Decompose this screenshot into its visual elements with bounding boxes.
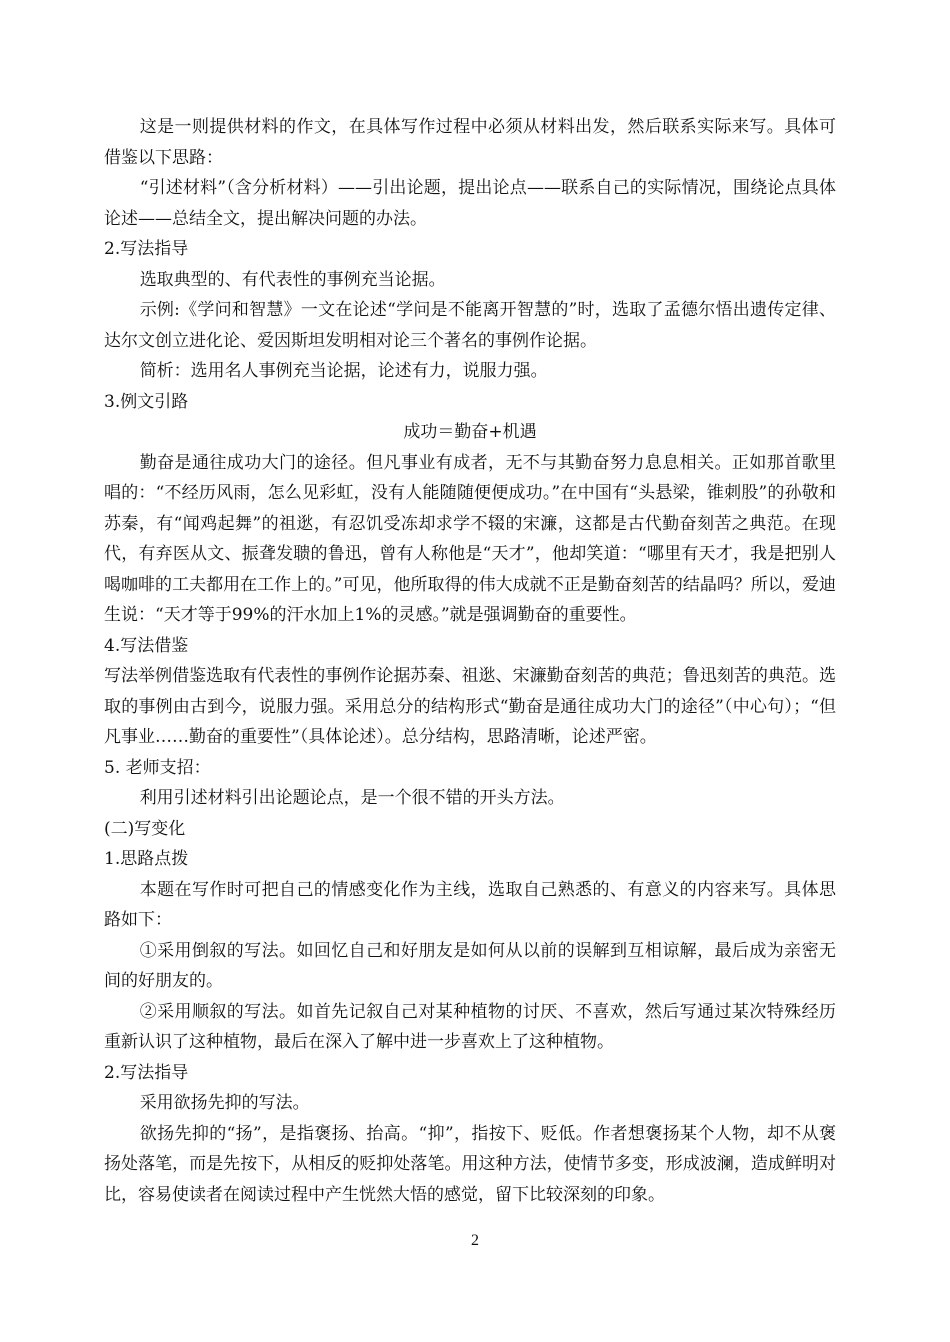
paragraph: ②采用顺叙的写法。如首先记叙自己对某种植物的讨厌、不喜欢，然后写通过某次特殊经历重新认识了这种植物，最后在深入了解中进一步喜欢上了这种植物。 — [104, 1001, 836, 1052]
paragraph: 本题在写作时可把自己的情感变化作为主线，选取自己熟悉的、有意义的内容来写。具体思路如下： — [104, 879, 836, 930]
paragraph: 选取典型的、有代表性的事例充当论据。 — [139, 269, 446, 290]
paragraph: 利用引述材料引出论题论点，是一个很不错的开头方法。 — [139, 788, 565, 808]
essay-title: 成功＝勤奋+机遇 — [403, 422, 537, 442]
section-heading: (二)写变化 — [104, 818, 186, 839]
paragraph: “引述材料”（含分析材料）——引出论题，提出论点——联系自己的实际情况，围绕论点具体论述——总结全文，提出解决问题的办法。 — [104, 178, 836, 229]
section-heading: 2.写法指导 — [104, 239, 189, 259]
section-heading: 3.例文引路 — [104, 391, 189, 412]
section-heading: 5. 老师支招： — [104, 757, 211, 778]
section-heading: 4.写法借鉴 — [104, 635, 189, 656]
paragraph: 这是一则提供材料的作文，在具体写作过程中必须从材料出发，然后联系实际来写。具体可借鉴以下思路： — [104, 117, 836, 168]
paragraph: 欲扬先抑的“扬”，是指褒扬、抬高。“抑”，指按下、贬低。作者想褒扬某个人物，却不从褒扬处落笔，而是先按下，从相反的贬抑处落笔。用这种方法，使情节多变，形成波澜，造成鲜明对比，容易使读者在阅读过程中产生恍然大悟的感觉，留下比较深刻的印象。 — [104, 1123, 836, 1205]
section-heading: 2.写法指导 — [104, 1062, 189, 1083]
paragraph: 勤奋是通往成功大门的途径。但凡事业有成者，无不与其勤奋努力息息相关。正如那首歌里唱的：“不经历风雨，怎么见彩虹，没有人能随随便便成功。”在中国有“头悬梁，锥刺股”的孙敬和苏秦，有“闻鸡起舞”的祖逖，有忍饥受冻却求学不辍的宋濂，这都是古代勤奋刻苦之典范。在现代，有弃医从文、振聋发聩的鲁迅，曾有人称他是“天才”，他却笑道：“哪里有天才，我是把别人喝咖啡的工夫都用在工作上的。”可见，他所取得的伟大成就不正是勤奋刻苦的结晶吗？所以，爱迪生说：“天才等于99%的汗水加上1%的灵感。”就是强调勤奋的重要性。 — [104, 452, 836, 625]
paragraph: 采用欲扬先抑的写法。 — [139, 1093, 310, 1113]
page-number: 2 — [471, 1232, 479, 1249]
section-heading: 1.思路点拨 — [104, 849, 189, 869]
document-body — [104, 112, 836, 1210]
paragraph: 写法举例借鉴选取有代表性的事例作论据苏秦、祖逖、宋濂勤奋刻苦的典范；鲁迅刻苦的典范。选取的事例由古到今，说服力强。采用总分的结构形式“勤奋是通往成功大门的途径”（中心句）；“但凡事业……勤奋的重要性”（具体论述）。总分结构，思路清晰，论述严密。 — [104, 666, 836, 747]
paragraph: ①采用倒叙的写法。如回忆自己和好朋友是如何从以前的误解到互相谅解，最后成为亲密无间的好朋友的。 — [104, 940, 836, 991]
paragraph: 示例:《学问和智慧》一文在论述“学问是不能离开智慧的”时，选取了孟德尔悟出遗传定律、达尔文创立进化论、爱因斯坦发明相对论三个著名的事例作论据。 — [104, 300, 836, 351]
paragraph: 简析：选用名人事例充当论据，论述有力，说服力强。 — [139, 361, 548, 381]
